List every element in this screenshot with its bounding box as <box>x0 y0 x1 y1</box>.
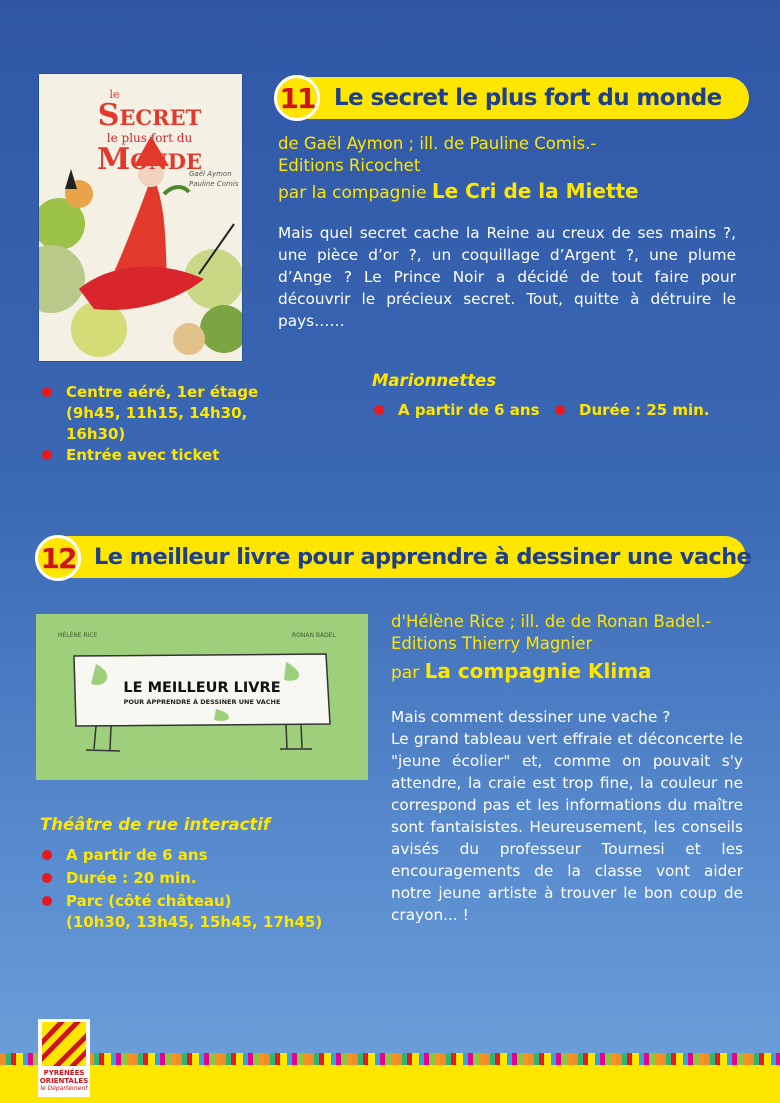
bullet-dot <box>42 387 52 397</box>
show-title-12: Le meilleur livre pour apprendre à dessiner une vache <box>94 544 752 570</box>
entry-text: Entrée avec ticket <box>66 446 220 464</box>
bullet-dot <box>374 405 384 415</box>
duration-text: Durée : 25 min. <box>579 401 710 419</box>
credits-line-1: d'Hélène Rice ; ill. de de Ronan Badel.- <box>391 612 712 631</box>
credits-line-1: de Gaël Aymon ; ill. de Pauline Comis.- <box>278 134 597 153</box>
show-number-11: 11 <box>274 75 320 121</box>
cover-author: HÉLÈNE RICE <box>58 632 98 639</box>
title-banner-11 <box>286 77 749 119</box>
venue-line-1: Centre aéré, 1er étage <box>66 383 259 401</box>
bullet-dot <box>42 850 52 860</box>
cover-author: Gaël Aymon <box>189 170 232 178</box>
department-logo <box>38 1019 90 1097</box>
duration-text: Durée : 20 min. <box>66 869 197 887</box>
cover-illustrator: RONAN BADEL <box>292 632 336 639</box>
company-prefix: par <box>391 663 425 683</box>
info-list-11 <box>40 382 270 466</box>
cover-title-middle: le plus fort du <box>106 131 193 145</box>
show-number-12: 12 <box>35 535 81 581</box>
venue-line-3: 16h30) <box>66 425 126 443</box>
age-item <box>40 845 340 866</box>
info-list-12 <box>40 845 340 933</box>
company-line-12 <box>391 659 652 683</box>
bottom-band <box>0 1065 780 1103</box>
book-cover-le-secret <box>39 74 242 361</box>
venue-item <box>40 382 270 445</box>
duration-item <box>40 868 340 889</box>
company-line-11 <box>278 179 639 203</box>
company-name: Le Cri de la Miette <box>431 179 639 203</box>
age-text: A partir de 6 ans <box>398 401 540 419</box>
category-12: Théâtre de rue interactif <box>40 815 271 834</box>
cover-subtitle: POUR APPRENDRE À DESSINER UNE VACHE <box>123 698 281 706</box>
bullet-dot <box>555 405 565 415</box>
age-text: A partir de 6 ans <box>66 846 208 864</box>
title-banner-12 <box>48 536 752 578</box>
bullet-dot <box>42 450 52 460</box>
age-item-11 <box>372 400 540 421</box>
category-11: Marionnettes <box>372 371 497 390</box>
credits-line-2: Editions Ricochet <box>278 156 421 175</box>
cover-title-secret: Secret <box>97 98 202 133</box>
bullet-dot <box>42 873 52 883</box>
description-body: Le grand tableau vert effraie et déconcerte le "jeune écolier" et, comme on pouvait s'y attendre, la craie est trop fine, la couleur ne correspond pas et les informations du maître sont fantaisistes. Heureusement, les conseils avisés du professeur Tournesi et les encouragements de la classe vont aider notre jeune artiste à trouver le bon coup de crayon... ! <box>391 730 743 924</box>
cover-title <box>57 88 242 175</box>
logo-text <box>38 1069 90 1093</box>
cover-title-monde: Monde <box>97 142 202 177</box>
book-cover-le-meilleur-livre <box>36 614 368 780</box>
credits-12 <box>391 611 761 655</box>
duration-item-11 <box>553 400 710 421</box>
venue-item <box>40 891 340 933</box>
show-title-11: Le secret le plus fort du monde <box>334 85 722 111</box>
logo-line-1: PYRÉNÉES <box>43 1069 85 1077</box>
entry-item <box>40 445 270 466</box>
credits-11 <box>278 133 758 177</box>
logo-line-2: ORIENTALES <box>39 1077 89 1085</box>
description-first-line: Mais comment dessiner une vache ? <box>391 708 671 726</box>
venue-line-2: (9h45, 11h15, 14h30, <box>66 404 248 422</box>
description-11: Mais quel secret cache la Reine au creux de ses mains ?, une pièce d’or ?, un coquillage d’Argent ?, une plume d’Ange ? Le Prince Noir a décidé de tout faire pour découvrir le précieux secret. Tout, quitte à détruire le pays…… <box>278 224 736 330</box>
venue-line-2: (10h30, 13h45, 15h45, 17h45) <box>66 913 323 931</box>
venue-line-1: Parc (côté château) <box>66 892 232 910</box>
cover-illustrator: Pauline Comis <box>189 180 239 188</box>
description-12 <box>391 706 743 926</box>
logo-line-3: le Département <box>40 1085 88 1092</box>
company-prefix: par la compagnie <box>278 183 432 203</box>
bullet-dot <box>42 896 52 906</box>
cover-title-le: le <box>109 88 120 101</box>
credits-line-2: Editions Thierry Magnier <box>391 634 593 653</box>
decorative-stripe <box>0 1053 780 1065</box>
cover-title: LE MEILLEUR LIVRE <box>123 680 281 696</box>
catalan-flag-icon <box>38 1019 90 1069</box>
company-name: La compagnie Klima <box>424 659 652 683</box>
